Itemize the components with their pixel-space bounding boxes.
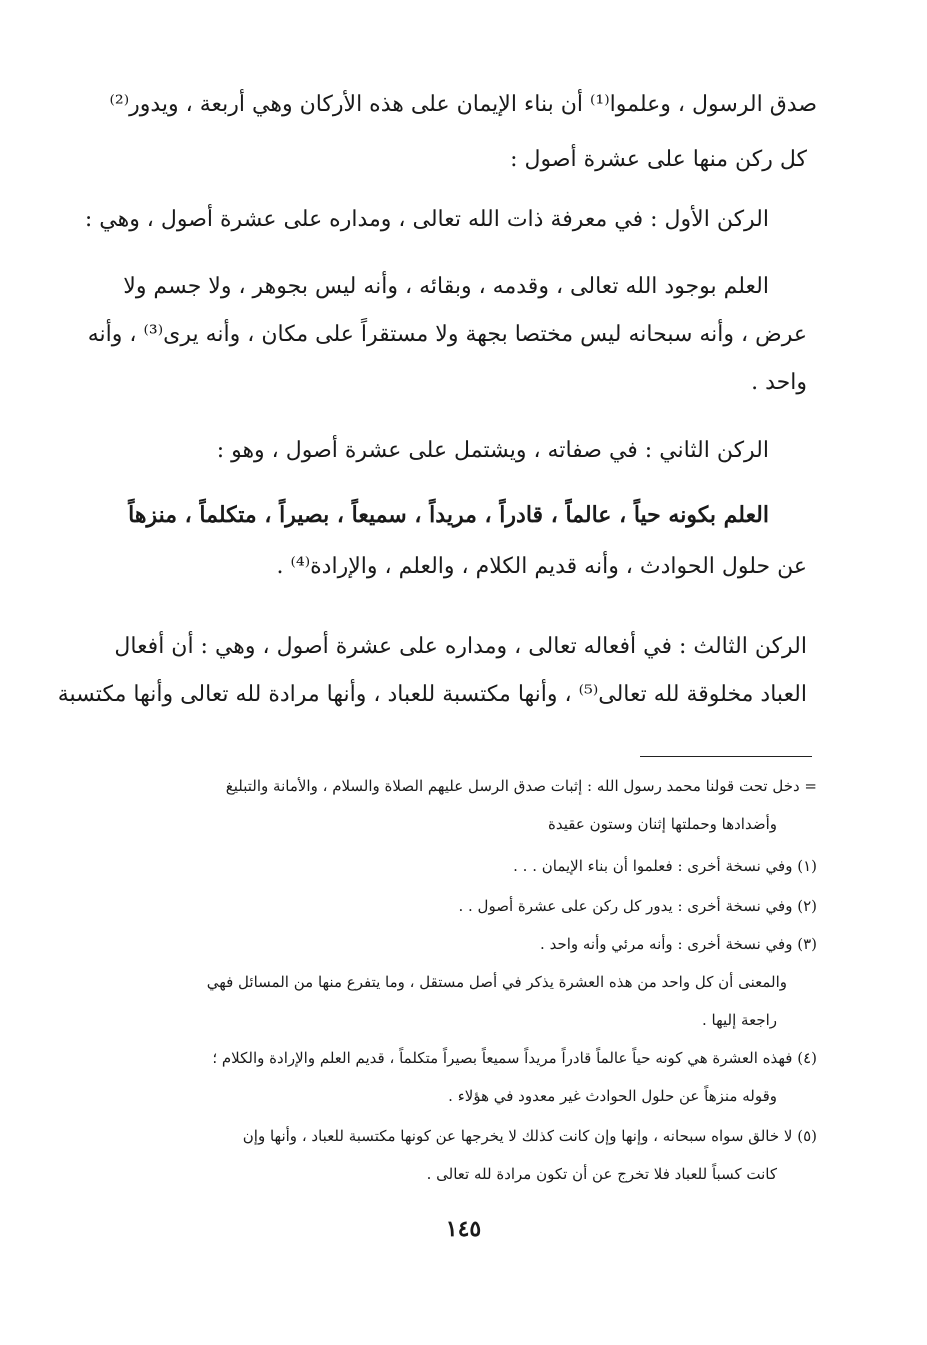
main-line-9: عن حلول الحوادث ، وأنه قديم الكلام ، والعلم ، والإرادة⁽⁴⁾ . [276, 554, 807, 579]
section-heading-2: الركن الثاني : في صفاته ، ويشتمل على عشرة أصول ، وهو : [216, 438, 769, 463]
footnote-5-line-1: (٥) لا خالق سواه سبحانه ، وإنها وإن كانت كذلك لا يخرجها عن كونها مكتسبة للعباد ، وأنها وإن [242, 1127, 817, 1145]
main-line-8: العلم بكونه حياً ، عالماً ، قادراً ، مريداً ، سميعاً ، بصيراً ، متكلماً ، منزهاً [128, 502, 769, 528]
main-line-1: صدق الرسول ، وعلموا⁽¹⁾ أن بناء الإيمان على هذه الأركان وهي أربعة ، ويدور⁽²⁾ [109, 92, 817, 117]
footnote-3: (٣) وفي نسخة أخرى : وأنه مرئي وأنه واحد . [540, 935, 817, 953]
section-heading-1: الركن الأول : في معرفة ذات الله تعالى ، ومداره على عشرة أصول ، وهي : [84, 207, 769, 232]
footnote-3-note-line-1: والمعنى أن كل واحد من هذه العشرة يذكر في أصل مستقل ، وما يتفرع منها من المسائل فهي [206, 973, 787, 991]
main-line-4: العلم بوجود الله تعالى ، وقدمه ، وبقائه ، وأنه ليس بجوهر ، ولا جسم ولا [123, 274, 769, 299]
footnote-1: (١) وفي نسخة أخرى : فعلموا أن بناء الإيمان . . . [513, 857, 817, 875]
footnote-4-line-2: وقوله منزهاً عن حلول الحوادث غير معدود في هؤلاء . [448, 1087, 777, 1105]
main-line-11: العباد مخلوقة لله تعالى⁽⁵⁾ ، وأنها مكتسبة للعباد ، وأنها مرادة لله تعالى وأنها مكتسبة [57, 682, 807, 707]
footnote-continuation-line-1: = دخل تحت قولنا محمد رسول الله : إثبات صدق الرسل عليهم الصلاة والسلام ، والأمانة والتبليغ [225, 777, 817, 795]
footnote-separator [640, 756, 812, 757]
footnote-4-line-1: (٤) فهذه العشرة هي كونه حياً عالماً قادراً مريداً سميعاً بصيراً متكلماً ، قديم العلم والإرادة والكلام ؛ [212, 1049, 817, 1067]
footnote-continuation-line-2: وأضدادها وحملتها إثنان وستون عقيدة [548, 815, 777, 833]
footnote-5-line-2: كانت كسباً للعباد فلا تخرج عن أن تكون مرادة لله تعالى . [426, 1165, 777, 1183]
main-line-5: عرض ، وأنه سبحانه ليس مختصا بجهة ولا مستقراً على مكان ، وأنه يرى⁽³⁾ ، وأنه [87, 322, 807, 347]
main-line-6: واحد . [751, 370, 807, 395]
section-heading-3: الركن الثالث : في أفعاله تعالى ، ومداره على عشرة أصول ، وهي : أن أفعال [114, 634, 807, 659]
footnote-3-note-line-2: راجعة إليها . [701, 1011, 777, 1029]
main-line-2: كل ركن منها على عشرة أصول : [510, 147, 807, 172]
page-number: ١٤٥ [445, 1216, 482, 1242]
footnote-2: (٢) وفي نسخة أخرى : يدور كل ركن على عشرة أصول . . [458, 897, 817, 915]
